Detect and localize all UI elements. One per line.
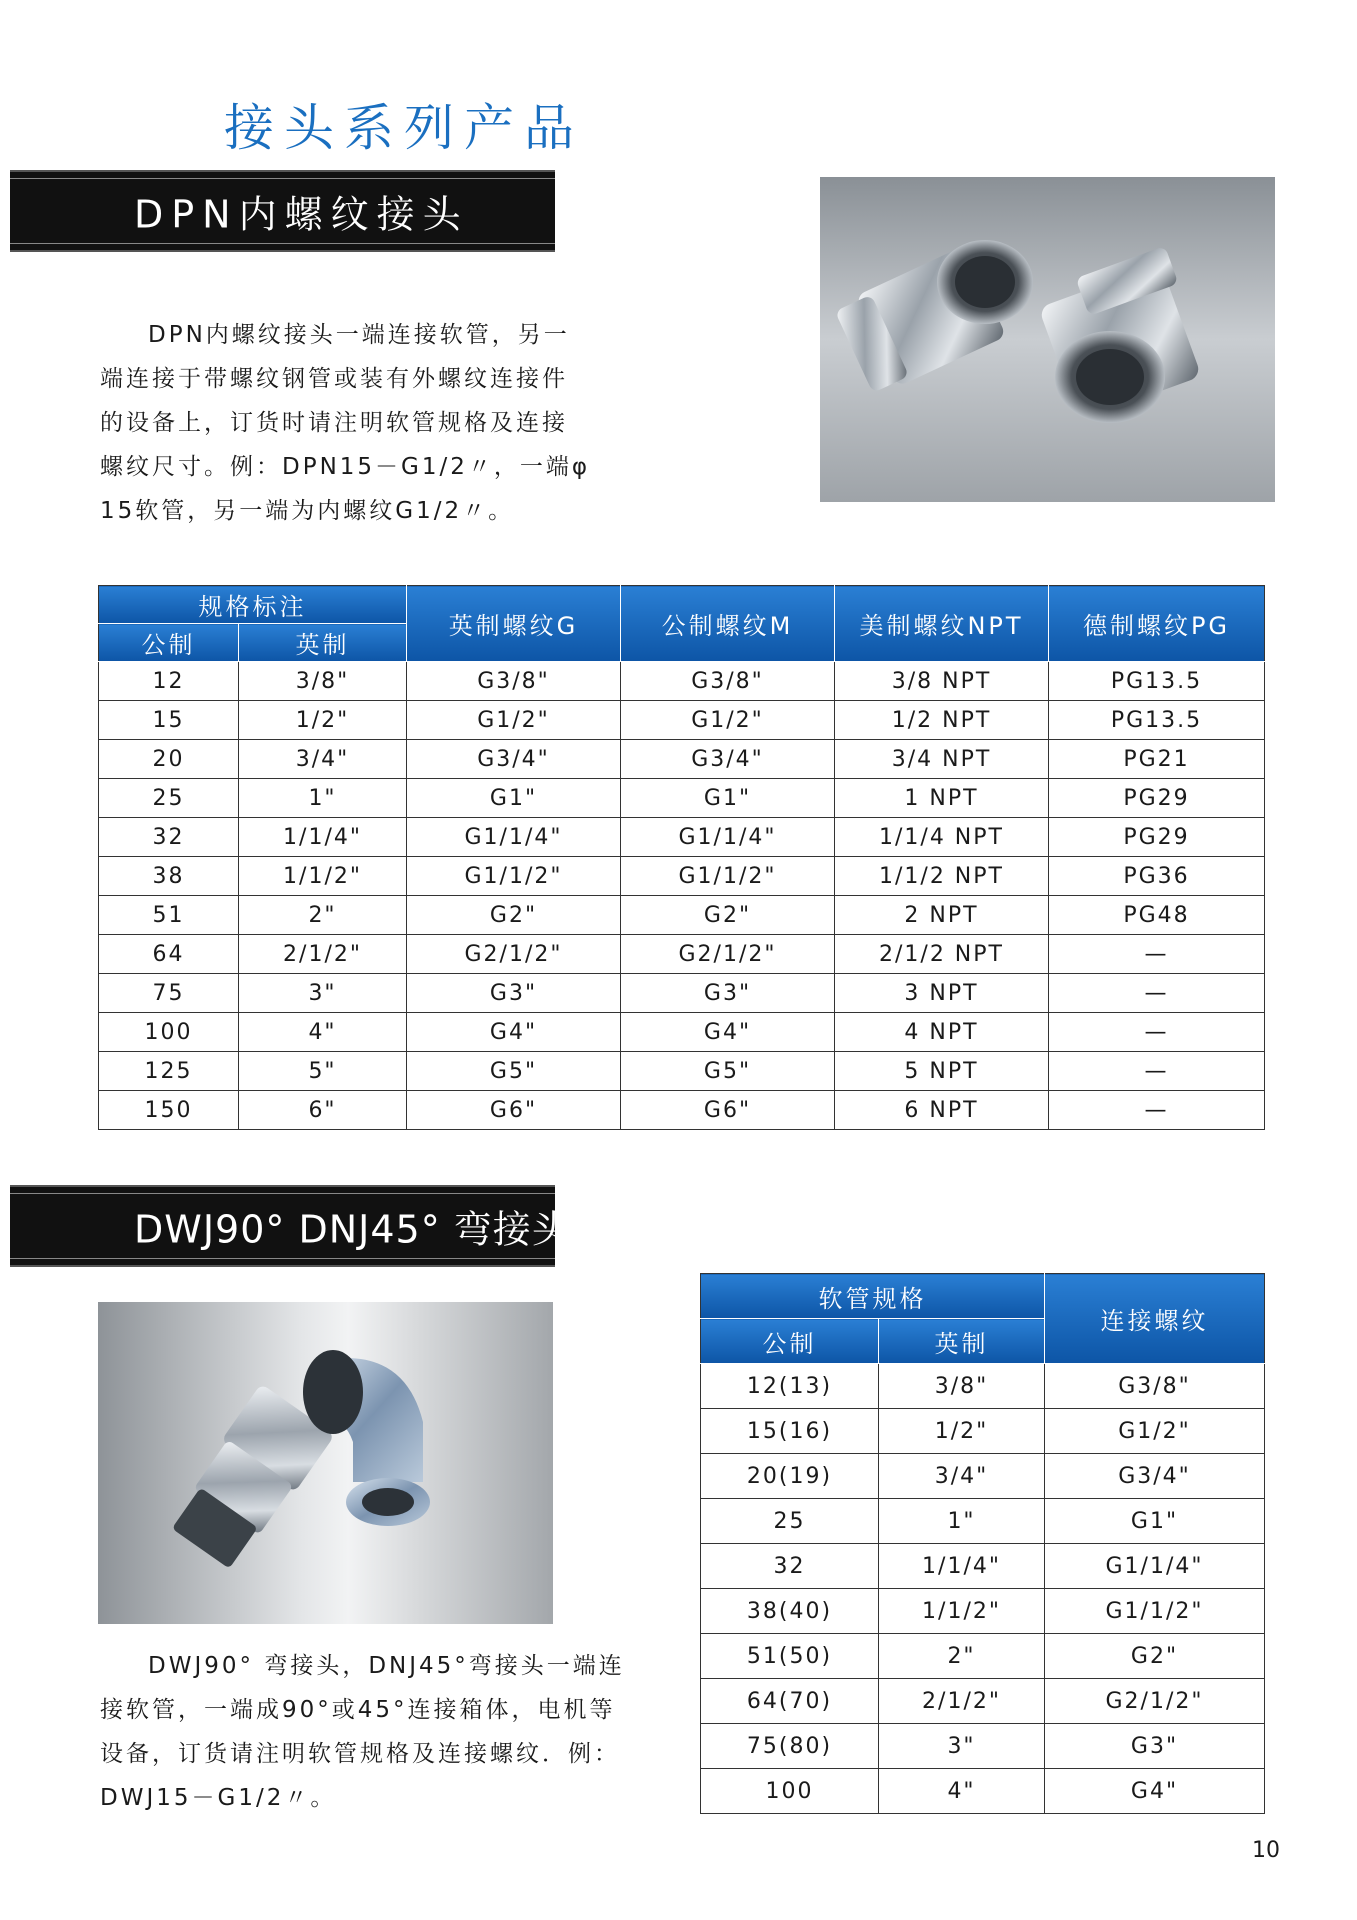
section-title-dpn: DPN内螺纹接头 <box>134 192 469 237</box>
table-cell: 25 <box>701 1499 879 1544</box>
table-cell: G6" <box>407 1091 621 1130</box>
table-cell: G3" <box>1045 1724 1265 1769</box>
description-line: DPN内螺纹接头一端连接软管，另一 <box>148 322 570 348</box>
table-cell: G1" <box>407 779 621 818</box>
header-connect-thread: 连接螺纹 <box>1045 1274 1265 1364</box>
description-line: 端连接于带螺纹钢管或装有外螺纹连接件 <box>100 366 568 392</box>
table-cell: G4" <box>621 1013 835 1052</box>
table-cell: — <box>1049 1052 1265 1091</box>
table-row <box>701 1454 1265 1499</box>
elbow-description <box>100 1644 660 1820</box>
header-spec-group: 规格标注 <box>99 586 407 624</box>
table-row <box>99 857 1265 896</box>
elbow-product-photo <box>98 1302 553 1624</box>
table-cell: 75 <box>99 974 239 1013</box>
table-row <box>701 1724 1265 1769</box>
header-metric: 公制 <box>99 624 239 662</box>
table-cell: 100 <box>99 1013 239 1052</box>
table-cell: 15(16) <box>701 1409 879 1454</box>
table-cell: 38 <box>99 857 239 896</box>
table-cell: G2/1/2" <box>621 935 835 974</box>
table-cell: G2" <box>407 896 621 935</box>
table-cell: 32 <box>99 818 239 857</box>
table-cell: PG13.5 <box>1049 701 1265 740</box>
table-cell: G4" <box>407 1013 621 1052</box>
table-row <box>701 1409 1265 1454</box>
table-cell: G1/2" <box>407 701 621 740</box>
table-row <box>99 1013 1265 1052</box>
table-cell: — <box>1049 1013 1265 1052</box>
table-cell: 5 NPT <box>835 1052 1049 1091</box>
table-cell: 1" <box>239 779 407 818</box>
table-cell: 6" <box>239 1091 407 1130</box>
table-cell: G3/8" <box>1045 1364 1265 1409</box>
page-number: 10 <box>1252 1838 1280 1863</box>
table-cell: — <box>1049 935 1265 974</box>
table-cell: 3/8" <box>879 1364 1045 1409</box>
table-cell: 64 <box>99 935 239 974</box>
header-imperial: 英制 <box>239 624 407 662</box>
section-banner-elbow <box>10 1185 571 1267</box>
header-thread-m: 公制螺纹M <box>621 586 835 662</box>
table-cell: 1/1/2" <box>239 857 407 896</box>
section-banner-dpn <box>10 170 555 252</box>
table-cell: 3 NPT <box>835 974 1049 1013</box>
table-cell: 5" <box>239 1052 407 1091</box>
page-title: 接头系列产品 <box>224 99 584 157</box>
table-cell: 125 <box>99 1052 239 1091</box>
table-cell: 1/1/2 NPT <box>835 857 1049 896</box>
table-cell: 51(50) <box>701 1634 879 1679</box>
dpn-description <box>100 313 600 533</box>
table-cell: 4" <box>879 1769 1045 1814</box>
table-cell: G3/4" <box>1045 1454 1265 1499</box>
table-cell: G5" <box>407 1052 621 1091</box>
table-cell: G1/1/2" <box>621 857 835 896</box>
table-cell: G1" <box>1045 1499 1265 1544</box>
table-row <box>99 818 1265 857</box>
table-cell: 1/2" <box>879 1409 1045 1454</box>
table-cell: G1/1/4" <box>1045 1544 1265 1589</box>
table-cell: 3/8" <box>239 662 407 701</box>
table-cell: 12(13) <box>701 1364 879 1409</box>
table-cell: G5" <box>621 1052 835 1091</box>
header-thread-pg: 德制螺纹PG <box>1049 586 1265 662</box>
table-cell: 3/4" <box>879 1454 1045 1499</box>
table-cell: 1/1/4" <box>239 818 407 857</box>
table-cell: 4" <box>239 1013 407 1052</box>
table-cell: G2/1/2" <box>407 935 621 974</box>
header-thread-g: 英制螺纹G <box>407 586 621 662</box>
table-cell: 20(19) <box>701 1454 879 1499</box>
table-cell: 15 <box>99 701 239 740</box>
table-cell: 25 <box>99 779 239 818</box>
header-hose-spec: 软管规格 <box>701 1274 1045 1319</box>
table-cell: 1/2" <box>239 701 407 740</box>
header-thread-npt: 美制螺纹NPT <box>835 586 1049 662</box>
table-cell: PG29 <box>1049 779 1265 818</box>
table-cell: PG13.5 <box>1049 662 1265 701</box>
table-cell: 75(80) <box>701 1724 879 1769</box>
table-cell: G6" <box>621 1091 835 1130</box>
table-cell: PG36 <box>1049 857 1265 896</box>
table-cell: G1" <box>621 779 835 818</box>
description-line: DWJ90° 弯接头，DNJ45°弯接头一端连 <box>148 1653 625 1679</box>
table-cell: PG48 <box>1049 896 1265 935</box>
table-cell: G3/4" <box>621 740 835 779</box>
table-cell: G1/1/2" <box>1045 1589 1265 1634</box>
table-cell: 38(40) <box>701 1589 879 1634</box>
table-row <box>99 935 1265 974</box>
table-cell: G1/2" <box>621 701 835 740</box>
header-imperial: 英制 <box>879 1319 1045 1364</box>
table-cell: 2/1/2 NPT <box>835 935 1049 974</box>
table-cell: — <box>1049 1091 1265 1130</box>
table-cell: G1/1/2" <box>407 857 621 896</box>
table-row <box>701 1499 1265 1544</box>
table-cell: 4 NPT <box>835 1013 1049 1052</box>
table-cell: 3" <box>879 1724 1045 1769</box>
table-row <box>701 1544 1265 1589</box>
table-cell: 1/2 NPT <box>835 701 1049 740</box>
dpn-spec-table <box>98 585 1265 1130</box>
description-line: 螺纹尺寸。例：DPN15－G1/2〃，一端φ <box>100 454 591 480</box>
table-cell: 100 <box>701 1769 879 1814</box>
table-cell: G3/4" <box>407 740 621 779</box>
table-cell: G1/1/4" <box>621 818 835 857</box>
table-cell: G3/8" <box>407 662 621 701</box>
table-row <box>99 701 1265 740</box>
table-row <box>99 662 1265 701</box>
table-cell: 2/1/2" <box>239 935 407 974</box>
table-row <box>701 1364 1265 1409</box>
table-cell: G4" <box>1045 1769 1265 1814</box>
table-cell: PG21 <box>1049 740 1265 779</box>
table-cell: 32 <box>701 1544 879 1589</box>
description-line: DWJ15－G1/2〃。 <box>100 1785 337 1811</box>
elbow-spec-table-body <box>701 1364 1265 1814</box>
description-line: 的设备上，订货时请注明软管规格及连接 <box>100 410 568 436</box>
dpn-spec-table-body <box>99 662 1265 1130</box>
table-row <box>99 779 1265 818</box>
table-cell: 1" <box>879 1499 1045 1544</box>
table-cell: 1 NPT <box>835 779 1049 818</box>
table-cell: 1/1/4" <box>879 1544 1045 1589</box>
table-cell: 20 <box>99 740 239 779</box>
table-cell: 3/8 NPT <box>835 662 1049 701</box>
table-row <box>701 1769 1265 1814</box>
section-title-elbow: DWJ90° DNJ45° 弯接头 <box>134 1207 571 1252</box>
elbow-spec-table <box>700 1273 1265 1814</box>
description-line: 接软管，一端成90°或45°连接箱体，电机等 <box>100 1697 616 1723</box>
table-cell: 51 <box>99 896 239 935</box>
table-row <box>99 974 1265 1013</box>
table-row <box>99 1091 1265 1130</box>
table-row <box>99 896 1265 935</box>
table-cell: 3/4" <box>239 740 407 779</box>
table-cell: G2/1/2" <box>1045 1679 1265 1724</box>
table-cell: G3/8" <box>621 662 835 701</box>
table-cell: G1/1/4" <box>407 818 621 857</box>
table-cell: 2" <box>879 1634 1045 1679</box>
table-cell: 12 <box>99 662 239 701</box>
table-cell: 1/1/4 NPT <box>835 818 1049 857</box>
table-cell: 3" <box>239 974 407 1013</box>
table-cell: 64(70) <box>701 1679 879 1724</box>
description-line: 设备，订货请注明软管规格及连接螺纹．例： <box>100 1741 620 1767</box>
table-cell: G2" <box>1045 1634 1265 1679</box>
table-cell: G1/2" <box>1045 1409 1265 1454</box>
table-row <box>99 740 1265 779</box>
table-cell: G3" <box>407 974 621 1013</box>
header-metric: 公制 <box>701 1319 879 1364</box>
table-cell: 150 <box>99 1091 239 1130</box>
table-cell: 2" <box>239 896 407 935</box>
table-row <box>701 1589 1265 1634</box>
table-cell: 3/4 NPT <box>835 740 1049 779</box>
table-row <box>99 1052 1265 1091</box>
table-cell: G2" <box>621 896 835 935</box>
table-cell: PG29 <box>1049 818 1265 857</box>
dpn-product-photo <box>820 177 1275 502</box>
description-line: 15软管，另一端为内螺纹G1/2〃。 <box>100 498 515 524</box>
table-row <box>701 1679 1265 1724</box>
table-cell: 6 NPT <box>835 1091 1049 1130</box>
table-cell: 2 NPT <box>835 896 1049 935</box>
table-cell: 2/1/2" <box>879 1679 1045 1724</box>
table-cell: G3" <box>621 974 835 1013</box>
table-cell: — <box>1049 974 1265 1013</box>
table-row <box>701 1634 1265 1679</box>
table-cell: 1/1/2" <box>879 1589 1045 1634</box>
